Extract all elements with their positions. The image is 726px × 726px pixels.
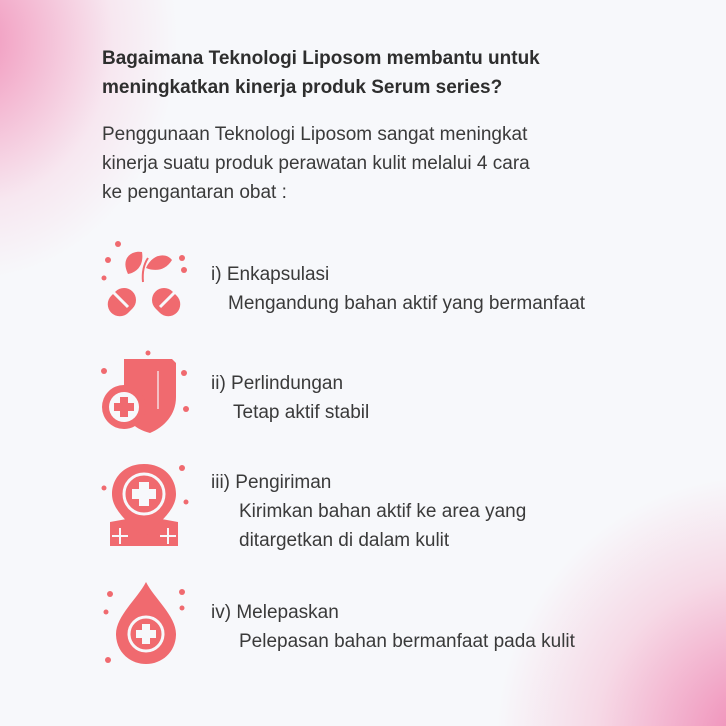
page-title	[102, 44, 642, 102]
item-text	[211, 598, 575, 656]
intro-line-2: kinerja suatu produk perawatan kulit melalui 4 cara	[102, 153, 530, 174]
shield-plus-icon	[98, 349, 190, 441]
item-text	[211, 468, 526, 555]
title-line-2: meningkatkan kinerja produk Serum series?	[102, 77, 503, 98]
intro-line-3: ke pengantaran obat :	[102, 182, 287, 203]
intro-paragraph	[102, 120, 622, 207]
intro-line-1: Penggunaan Teknologi Liposom sangat meningkat	[102, 124, 528, 145]
item-description-line-2: ditargetkan di dalam kulit	[239, 530, 450, 551]
item-text	[211, 369, 369, 427]
title-line-1: Bagaimana Teknologi Liposom membantu untuk	[102, 48, 540, 69]
item-description: Tetap aktif stabil	[233, 402, 370, 423]
item-description: Mengandung bahan aktif yang bermanfaat	[228, 293, 586, 314]
item-title: i) Enkapsulasi	[211, 264, 330, 285]
blood-drop-plus-icon	[98, 578, 190, 670]
item-title: iv) Melepaskan	[211, 602, 339, 623]
item-title: iii) Pengiriman	[211, 472, 332, 493]
item-text	[211, 260, 585, 318]
capsule-leaves-icon	[98, 238, 190, 330]
location-pin-plus-icon	[98, 458, 190, 550]
item-description: Pelepasan bahan bermanfaat pada kulit	[239, 631, 575, 652]
item-description-line-1: Kirimkan bahan aktif ke area yang	[239, 501, 527, 522]
item-title: ii) Perlindungan	[211, 373, 344, 394]
